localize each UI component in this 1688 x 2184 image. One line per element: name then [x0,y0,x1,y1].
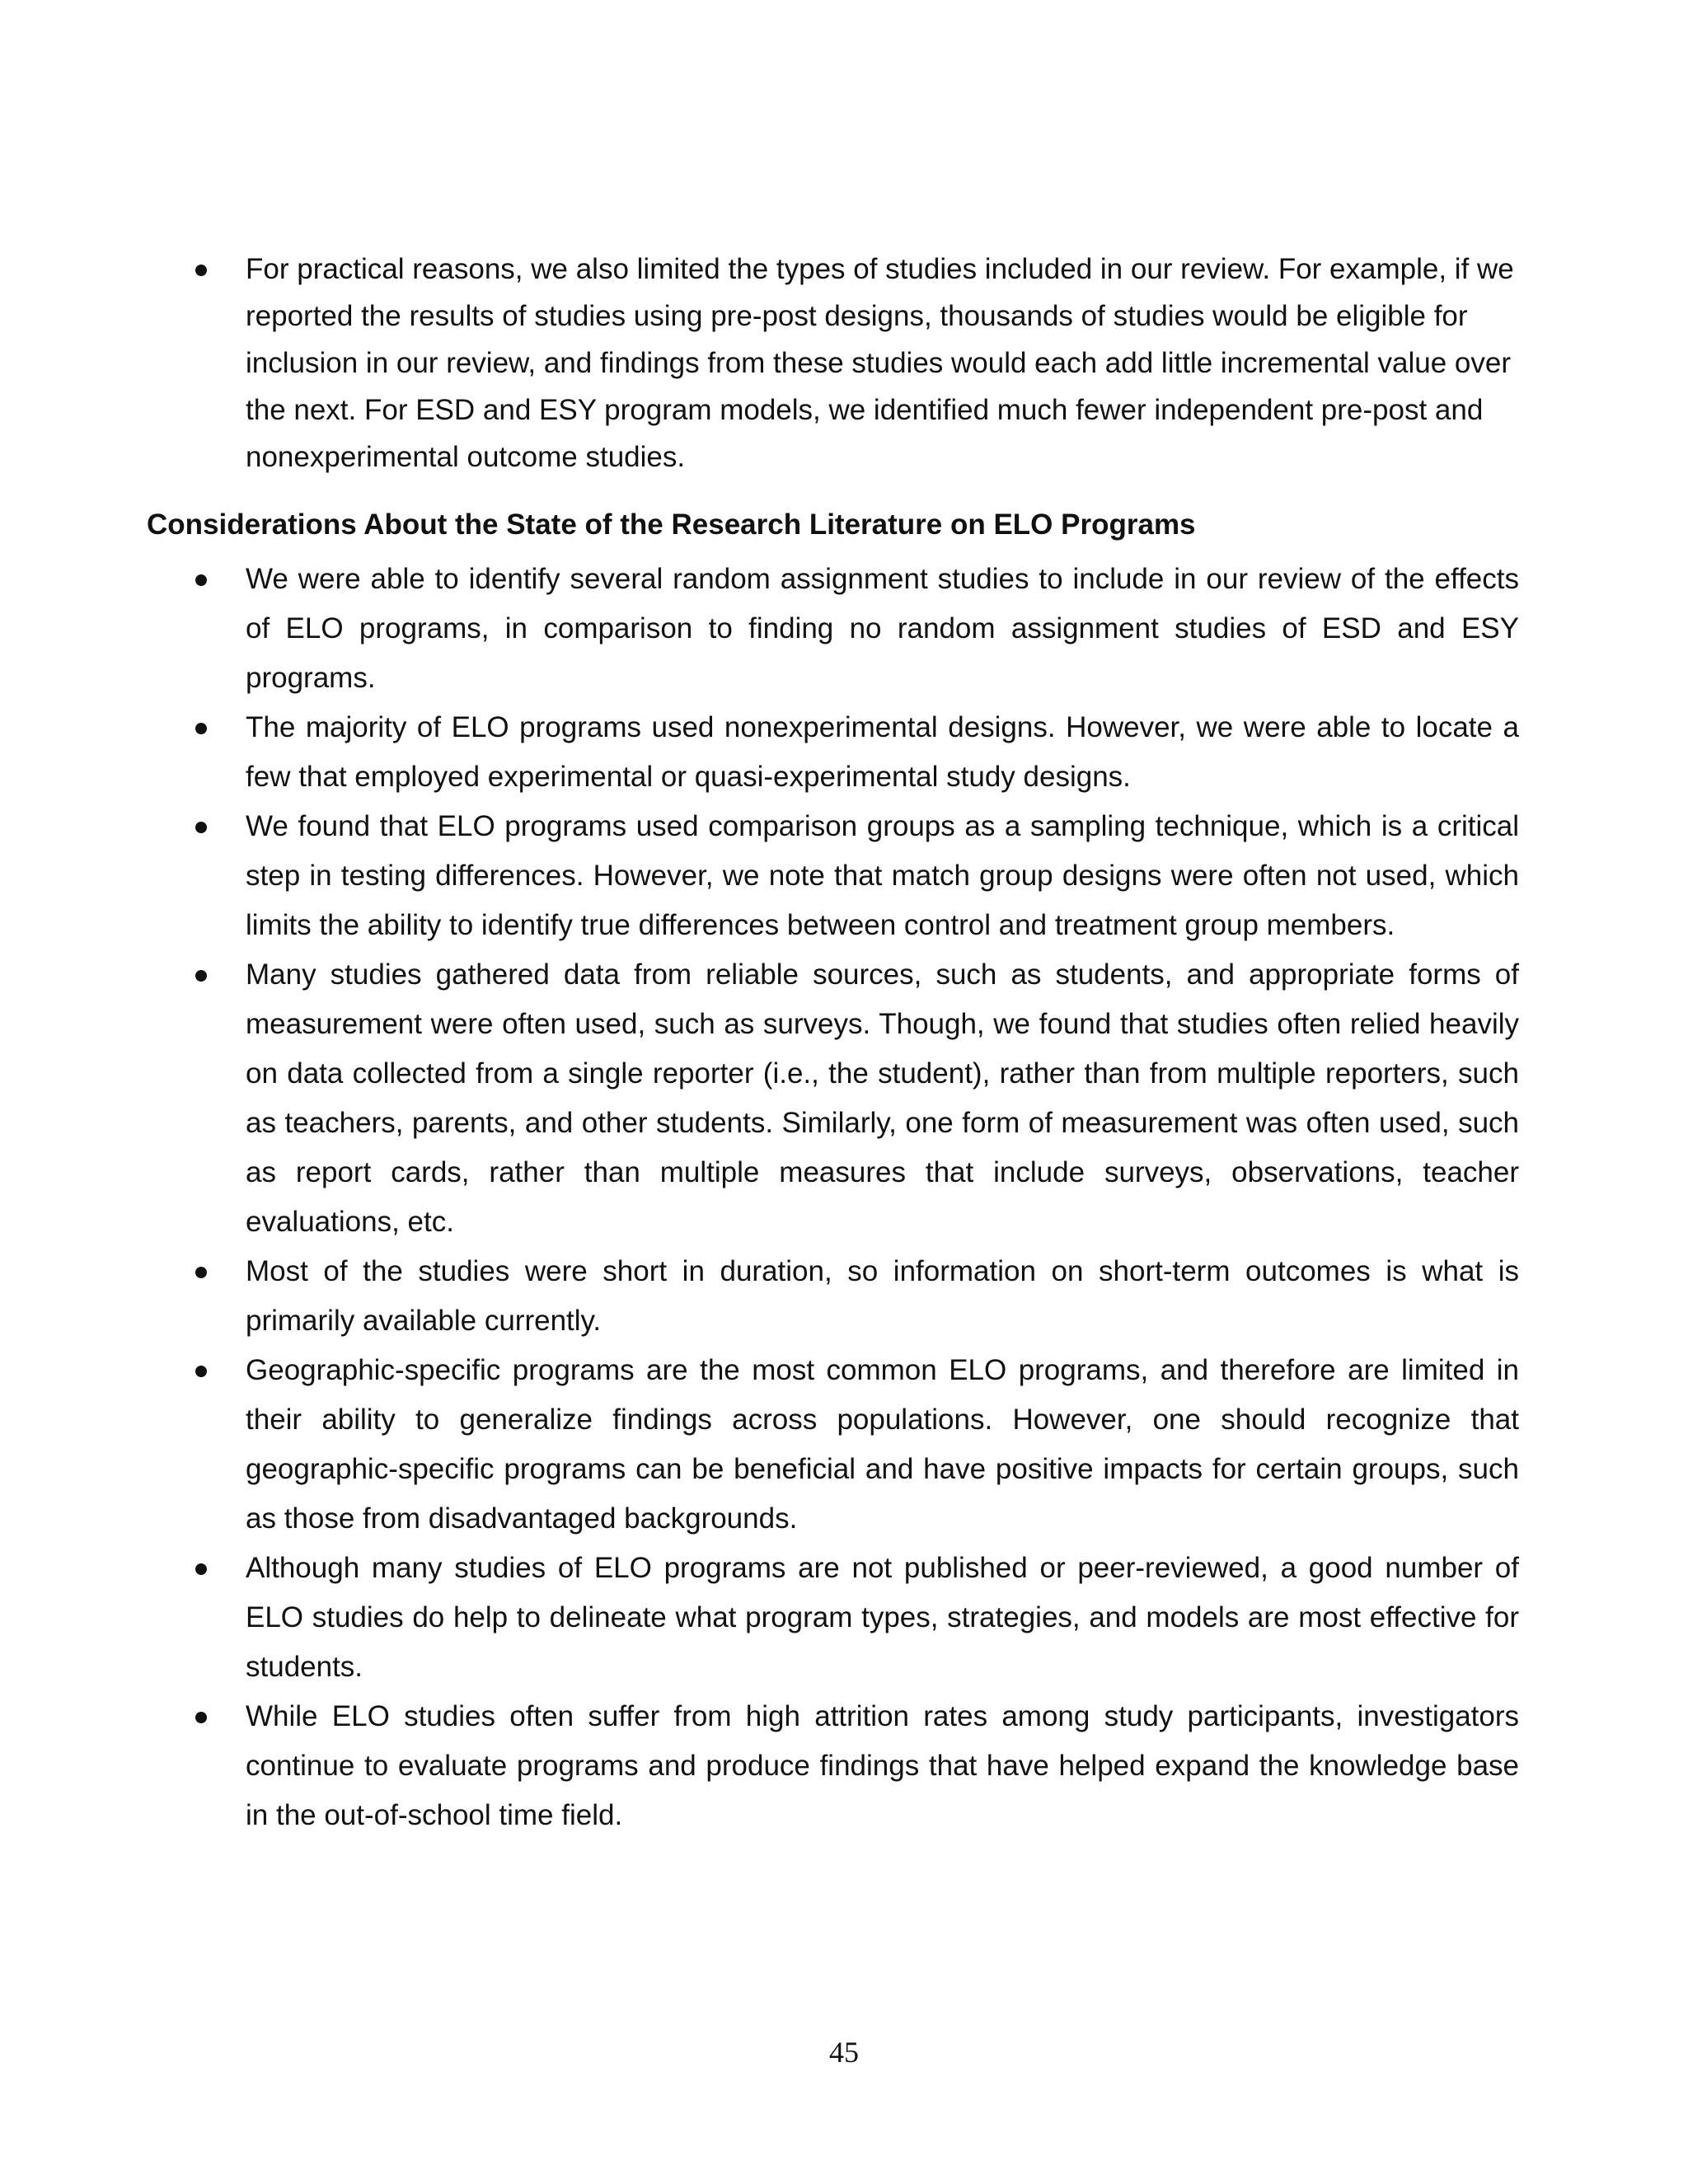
list-item [147,1692,1519,1840]
bullet-icon [195,1712,207,1723]
bullet-icon [195,1267,207,1278]
bullet-text: The majority of ELO programs used nonexperimental designs. However, we were able to locate a few that employed experimental or quasi-experimental study designs. [246,711,1519,793]
bullet-icon [195,1366,207,1377]
page-number: 45 [829,2036,859,2069]
bullet-text: Although many studies of ELO programs are not published or peer-reviewed, a good number of ELO studies do help to delineate what program types, strategies, and models are most effective for students. [246,1552,1519,1683]
bullet-text: Many studies gathered data from reliable sources, such as students, and appropriate forms of measurement were often used, such as surveys. Though, we found that studies often relied heavily on data collected from a single reporter (i.e., the student), rather than from multiple reporters, such as teachers, parents, and other students. Similarly, one form of measurement was often used, such as report cards, rather than multiple measures that include surveys, observations, teacher evaluations, etc. [246,958,1519,1238]
list-item [147,950,1519,1247]
bullet-text: We found that ELO programs used comparison groups as a sampling technique, which is a critical step in testing differences. However, we note that match group designs were often not used, which limits the ability to identify true differences between control and treatment group members. [246,810,1519,941]
bullet-icon [195,574,207,586]
list-item [147,703,1519,802]
bullet-icon [195,970,207,982]
list-item [147,555,1519,703]
bullet-icon [195,822,207,833]
bullet-text: For practical reasons, we also limited the types of studies included in our review. For example, if we reported the results of studies using pre-post designs, thousands of studies would be eligible for inclusion in our review, and findings from these studies would each add little incremental value over the next. For ESD and ESY program models, we identified much fewer independent pre-post and nonexperimental outcome studies. [246,253,1514,473]
bullet-icon [195,723,207,734]
list-item [147,246,1515,480]
bullet-icon [195,265,207,276]
bullet-text: We were able to identify several random assignment studies to include in our review of the effects of ELO programs, in comparison to finding no random assignment studies of ESD and ESY programs. [246,563,1519,694]
section-heading: Considerations About the State of the Research Literature on ELO Programs [147,509,1196,541]
bullet-text: While ELO studies often suffer from high attrition rates among study participants, investigators continue to evaluate programs and produce findings that have helped expand the knowledge base in the out-of-school time field. [246,1700,1519,1831]
list-item [147,1346,1519,1544]
list-item [147,802,1519,950]
list-item [147,1247,1519,1346]
considerations-bullet-list [147,555,1519,1840]
intro-bullet-list [147,246,1515,480]
bullet-text: Geographic-specific programs are the most common ELO programs, and therefore are limited in their ability to generalize findings across populations. However, one should recognize that geographic-specific programs can be beneficial and have positive impacts for certain groups, such as those from disadvantaged backgrounds. [246,1354,1519,1535]
bullet-text: Most of the studies were short in duration, so information on short-term outcomes is what is primarily available currently. [246,1255,1519,1337]
list-item [147,1544,1519,1692]
bullet-icon [195,1563,207,1575]
